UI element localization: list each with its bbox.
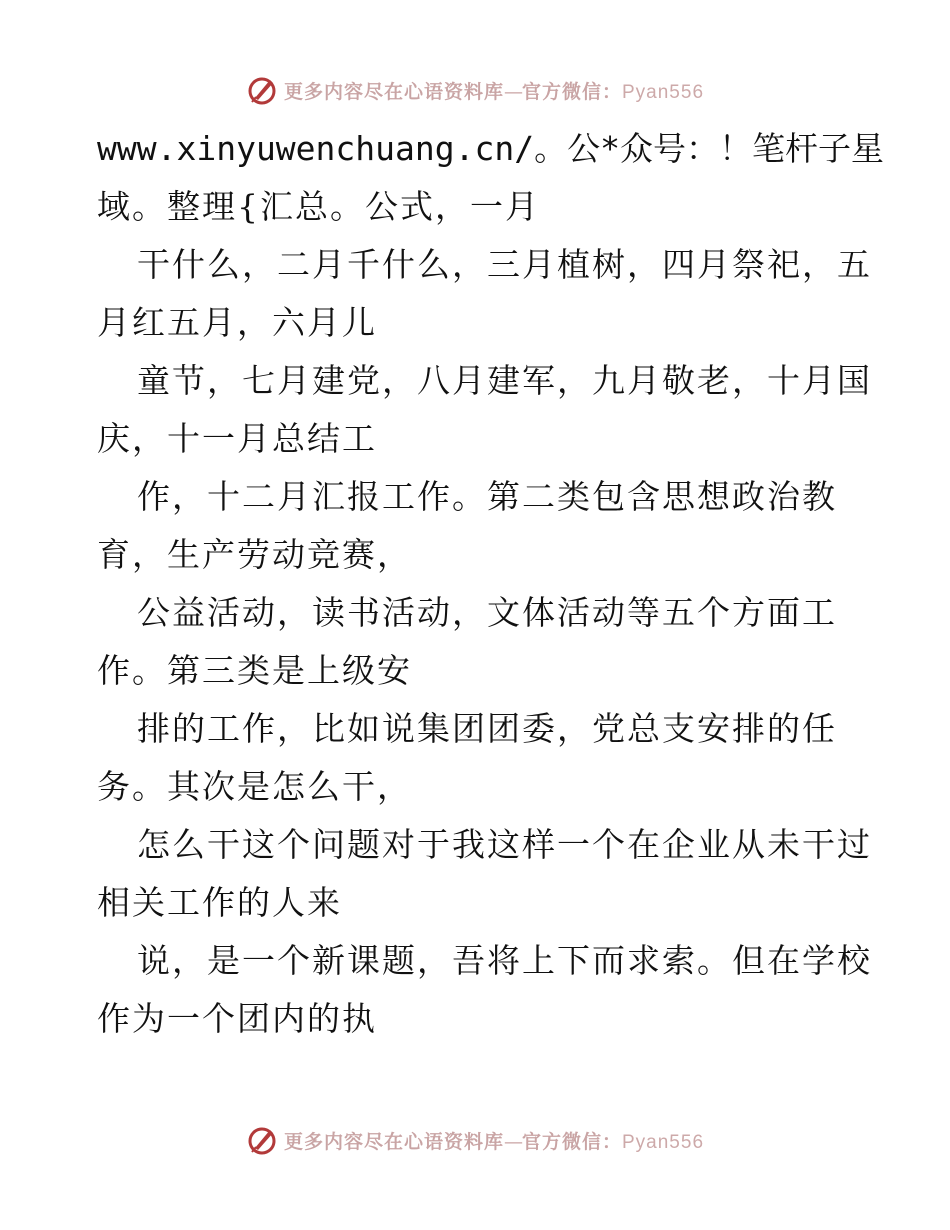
body-line: 作。第三类是上级安 [97,651,412,690]
banner-wechat-label: 官方微信： [521,1130,622,1153]
body-line: 说，是一个新课题，吾将上下而求索。但在学校 [137,941,872,980]
quill-logo-icon [246,74,278,106]
body-line: 公益活动，读书活动，文体活动等五个方面工 [137,593,837,632]
body-line: 相关工作的人来 [97,883,342,922]
quill-logo-icon [246,1124,278,1156]
banner-title: 更多内容尽在心语资料库 [283,1130,504,1153]
banner-dash: — [503,1130,522,1153]
body-line: 务。其次是怎么干， [97,767,412,806]
banner-wechat-label: 官方微信： [521,80,622,103]
body-line: 作为一个团内的执 [97,999,377,1038]
body-line: 庆，十一月总结工 [97,419,377,458]
header-banner [0,70,950,110]
banner-dash: — [503,80,522,103]
body-line: 作，十二月汇报工作。第二类包含思想政治教 [137,477,837,516]
banner-wechat-id: Pyan556 [622,1131,705,1153]
banner-text [284,77,704,104]
banner-wechat-id: Pyan556 [622,81,705,103]
body-line: 童节，七月建党，八月建军，九月敬老，十月国 [137,361,872,400]
body-line: 域。整理{汇总。公式，一月 [97,187,540,226]
body-line: 干什么，二月千什么，三月植树，四月祭祀，五 [137,245,872,284]
body-line: 月红五月，六月儿 [97,303,377,342]
document-body [97,120,884,1048]
banner-text [284,1127,704,1154]
body-line: 育，生产劳动竞赛， [97,535,412,574]
banner-title: 更多内容尽在心语资料库 [283,80,504,103]
body-line: 排的工作，比如说集团团委，党总支安排的任 [137,709,837,748]
body-line: 怎么干这个问题对于我这样一个在企业从未干过 [137,825,872,864]
body-line: www.xinyuwenchuang.cn/。公*众号：！笔杆子星 [97,129,884,168]
footer-banner [0,1120,950,1160]
